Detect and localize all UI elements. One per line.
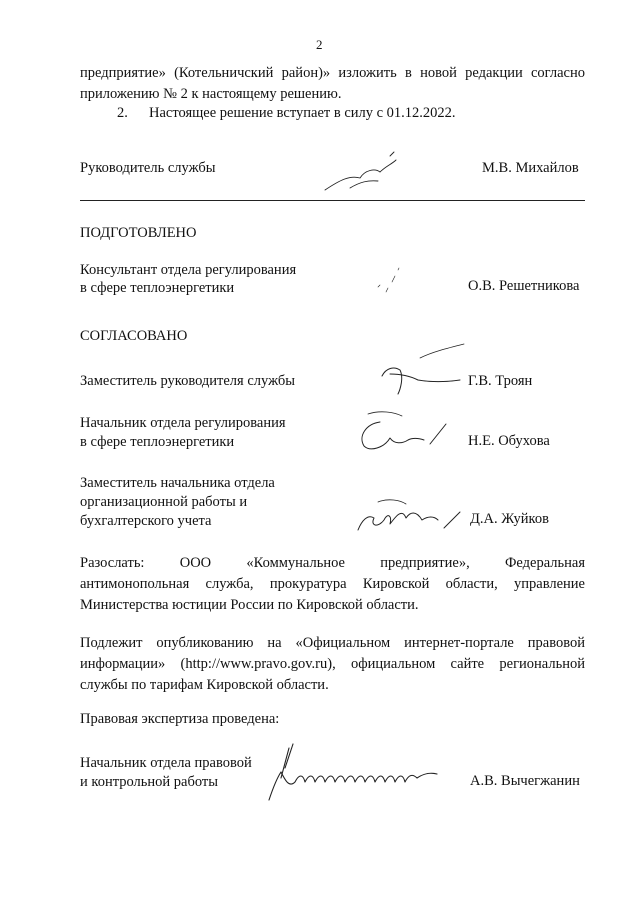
intro-paragraph xyxy=(80,63,585,105)
legal-review-line-2: и контрольной работы xyxy=(80,774,218,790)
legal-review-signature xyxy=(255,738,445,808)
head-signature xyxy=(320,150,410,200)
signer-3-line-3: бухгалтерского учета xyxy=(80,513,212,529)
agreed-heading: СОГЛАСОВАНО xyxy=(80,328,188,344)
distribution-line-3: Министерства юстиции России по Кировской области. xyxy=(80,597,419,613)
publication-paragraph xyxy=(80,633,585,696)
legal-review-note: Правовая экспертиза проведена: xyxy=(80,711,280,727)
signer-3-line-1: Заместитель начальника отдела xyxy=(80,475,275,491)
signer-3-position xyxy=(80,474,275,531)
signer-1-name: Г.В. Троян xyxy=(468,373,533,389)
prepared-name: О.В. Решетникова xyxy=(468,278,580,294)
signer-3-line-2: организационной работы и xyxy=(80,494,248,510)
head-title: Руководитель службы xyxy=(80,160,216,176)
signer-3-signature xyxy=(348,490,468,540)
prepared-line-1: Консультант отдела регулирования xyxy=(80,262,297,278)
publication-line-3: службы по тарифам Кировской области. xyxy=(80,677,329,693)
signer-3-name: Д.А. Жуйков xyxy=(470,511,549,527)
prepared-heading: ПОДГОТОВЛЕНО xyxy=(80,225,197,241)
distribution-paragraph xyxy=(80,553,585,616)
distribution-line-1: Разослать: ООО «Коммунальное предприятие», Федеральная xyxy=(80,555,585,571)
intro-line-1: предприятие» (Котельничский район)» изложить в новой редакции согласно xyxy=(80,65,585,81)
signer-2-line-1: Начальник отдела регулирования xyxy=(80,415,286,431)
publication-line-1: Подлежит опубликованию на «Официальном интернет-портале правовой xyxy=(80,635,585,651)
publication-line-2: информации» (http://www.pravo.gov.ru), официальном сайте региональной xyxy=(80,656,585,672)
item-2-number: 2. xyxy=(117,105,128,121)
legal-review-name: А.В. Вычегжанин xyxy=(470,773,580,789)
divider-line xyxy=(80,200,585,201)
signer-1-position: Заместитель руководителя службы xyxy=(80,373,296,389)
prepared-signature xyxy=(368,262,408,302)
page-number: 2 xyxy=(316,37,323,52)
head-name: М.В. Михайлов xyxy=(482,160,579,176)
signer-2-signature xyxy=(350,404,460,464)
legal-review-line-1: Начальник отдела правовой xyxy=(80,755,252,771)
distribution-line-2: антимонопольная служба, прокуратура Кировской области, управление xyxy=(80,576,585,592)
signer-2-name: Н.Е. Обухова xyxy=(468,433,550,449)
prepared-position xyxy=(80,261,296,297)
signer-2-line-2: в сфере теплоэнергетики xyxy=(80,434,235,450)
intro-line-2: приложению № 2 к настоящему решению. xyxy=(80,86,342,102)
prepared-line-2: в сфере теплоэнергетики xyxy=(80,280,235,296)
legal-review-position xyxy=(80,754,252,792)
signer-1-signature xyxy=(360,338,470,398)
item-2-text: Настоящее решение вступает в силу с 01.12.2022. xyxy=(149,105,456,121)
signer-2-position xyxy=(80,414,286,452)
